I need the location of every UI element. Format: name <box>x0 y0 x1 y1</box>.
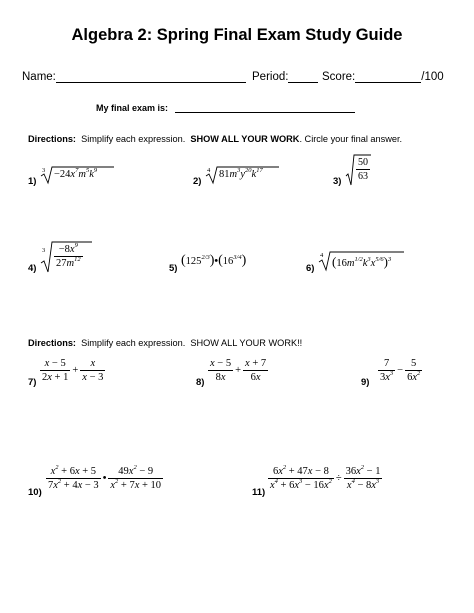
name-label: Name: <box>22 71 56 83</box>
problem-10-expression: $\frac{x^2 + 6x + 5}{7x^2 + 4x - 3}$ • $\frac{49x^2 - 9}{x^2 + 7x + 10}$ <box>48 464 162 491</box>
problem-11-number: 11) <box>252 487 266 498</box>
problem-9-expression: $\frac{7}{3x^3}$ − $\frac{5}{6x^2}$ <box>380 358 421 383</box>
period-field[interactable] <box>252 70 318 83</box>
period-label: Period: <box>252 71 289 83</box>
problem-11-expression: $\frac{6x^2 + 47x - 8}{x^4 + 6x^3 - 16x^2}$ ÷ $\frac{36x^2 - 1}{x^4 - 8x^3}$ <box>270 464 381 491</box>
directions-1-prefix: Directions: <box>28 134 76 144</box>
problem-1-number: 1) <box>28 176 37 187</box>
problem-5-expression: $(125^{2/3})•(16^{3/4})$ <box>181 253 247 268</box>
problem-6-expression: 4 $(16m^{1/2}k^3x^{5/6})^3$ <box>318 251 391 270</box>
score-field[interactable] <box>322 70 444 83</box>
name-field[interactable] <box>22 70 246 83</box>
problem-7-number: 7) <box>28 377 37 388</box>
problem-2-expression: 4 $81m^3y^{20}k^{17}$ <box>205 166 263 180</box>
exam-label: My final exam is: <box>96 103 169 113</box>
problem-10-number: 10) <box>28 487 42 498</box>
problem-3-expression: $\frac{50}{63}$ <box>345 154 370 182</box>
problem-8-number: 8) <box>196 377 205 388</box>
problem-7-expression: $\frac{x - 5}{2x + 1}$ + $\frac{x}{x - 3}$ <box>42 358 104 383</box>
problem-3-number: 3) <box>333 176 342 187</box>
directions-2 <box>28 338 302 348</box>
directions-1-text: Simplify each expression. <box>76 134 191 144</box>
directions-1-suffix: . Circle your final answer. <box>299 134 403 144</box>
final-exam-line[interactable] <box>96 103 355 113</box>
score-total: /100 <box>421 71 444 83</box>
name-blank[interactable] <box>56 70 246 83</box>
period-blank[interactable] <box>288 70 318 83</box>
problem-8-expression: $\frac{x - 5}{8x}$ + $\frac{x + 7}{6x}$ <box>210 358 267 383</box>
problem-5-number: 5) <box>169 263 178 274</box>
directions-2-prefix: Directions: <box>28 338 76 348</box>
directions-1-emphasis: SHOW ALL YOUR WORK <box>190 134 300 144</box>
problem-4-expression: 3 $\frac{-8x^9}{27m^{12}}$ <box>40 241 83 269</box>
problem-9-number: 9) <box>361 377 370 388</box>
score-blank[interactable] <box>355 70 421 83</box>
page-title: Algebra 2: Spring Final Exam Study Guide <box>71 26 403 44</box>
directions-2-text: Simplify each expression. SHOW ALL YOUR WORK!! <box>76 338 303 348</box>
problem-2-number: 2) <box>193 176 202 187</box>
directions-1 <box>28 134 402 144</box>
score-label: Score: <box>322 71 356 83</box>
problem-1-expression: 3 $-24x^7m^5k^9$ <box>40 166 97 180</box>
exam-blank[interactable] <box>175 103 355 113</box>
problem-6-number: 6) <box>306 263 315 274</box>
problem-4-number: 4) <box>28 263 37 274</box>
